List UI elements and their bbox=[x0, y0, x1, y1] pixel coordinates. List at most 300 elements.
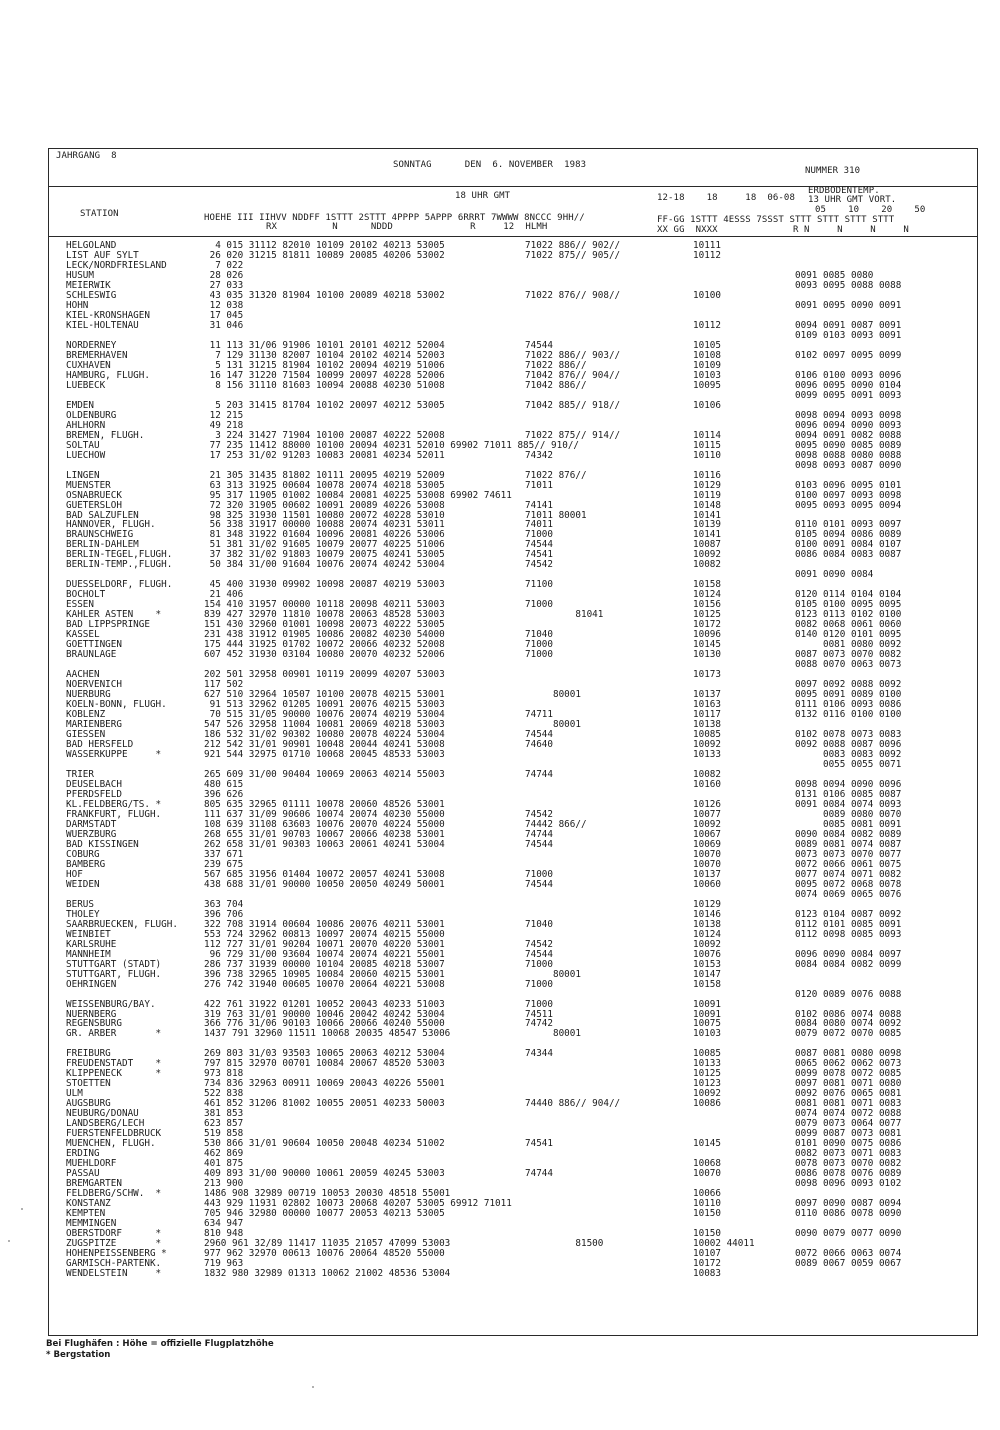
station-name: HOHN bbox=[66, 299, 89, 311]
max-min-groups: 10086 bbox=[693, 1098, 721, 1110]
synop-groups: 265 609 31/00 90404 10069 20063 40214 55003 bbox=[204, 768, 445, 780]
synop-groups: 5 203 31415 81704 10102 20097 40212 53005 bbox=[204, 399, 445, 411]
soil-temp-groups: 0098 0093 0087 0090 bbox=[795, 459, 902, 471]
synop-groups: 401 875 bbox=[204, 1158, 244, 1170]
weather-groups: 74744 bbox=[525, 828, 553, 840]
soil-temp-groups: 0112 0098 0085 0093 bbox=[795, 928, 902, 940]
station-name: LECK/NORDFRIESLAND bbox=[66, 260, 167, 271]
synop-groups: 231 438 31912 01905 10086 20082 40230 54000 bbox=[204, 629, 445, 641]
soil-temp-groups: 0086 0084 0083 0087 bbox=[795, 549, 902, 561]
synop-groups: 72 320 31905 00602 10091 20089 40226 53008 bbox=[204, 499, 445, 511]
station-name: NOERVENICH bbox=[66, 679, 122, 691]
synop-groups: 567 685 31956 01404 10072 20057 40241 53008 bbox=[204, 868, 445, 880]
station-name: KARLSRUHE bbox=[66, 938, 117, 950]
synop-groups: 409 893 31/00 90000 10061 20059 40245 53003 bbox=[204, 1168, 445, 1180]
synop-groups: 108 639 31108 63603 10076 20070 40224 55000 bbox=[204, 818, 445, 830]
max-min-groups: 10112 bbox=[693, 319, 721, 331]
gmt18-heading: 18 UHR GMT bbox=[455, 191, 511, 201]
weather-groups: 74544 bbox=[525, 729, 553, 740]
soil-temp-groups: 0090 0084 0082 0089 bbox=[795, 828, 902, 840]
synop-groups: 607 452 31930 03104 10080 20070 40232 52006 bbox=[204, 649, 445, 661]
station-name: BAD KISSINGEN bbox=[66, 838, 139, 850]
soil-temp-groups: 0079 0073 0064 0077 bbox=[795, 1118, 902, 1130]
station-name: ESSEN bbox=[66, 599, 94, 611]
max-min-groups: 10060 bbox=[693, 878, 721, 890]
max-min-groups: 10092 bbox=[693, 739, 721, 750]
max-min-groups: 10115 bbox=[693, 439, 721, 451]
station-name: MUEHLDORF bbox=[66, 1158, 117, 1170]
synop-groups: 117 502 bbox=[204, 679, 244, 691]
soil-temp-groups: 0081 0081 0071 0083 bbox=[795, 1098, 902, 1110]
synop-groups: 4 015 31112 82010 10109 20102 40213 53005 bbox=[204, 240, 445, 251]
station-name: EMDEN bbox=[66, 399, 94, 411]
soil-temp-groups: 0132 0116 0100 0100 bbox=[795, 709, 902, 721]
max-min-groups: 10129 bbox=[693, 898, 721, 910]
station-name: KAHLER ASTEN * bbox=[66, 609, 162, 621]
max-min-groups: 10075 bbox=[693, 1018, 721, 1030]
soil-temp-groups: 0106 0100 0093 0096 bbox=[795, 369, 902, 381]
soil-temp-groups: 0095 0093 0095 0094 bbox=[795, 499, 902, 511]
weather-groups: 71042 886// bbox=[525, 379, 587, 391]
soil-temp-groups: 0102 0086 0074 0088 bbox=[795, 1008, 902, 1020]
soil-temp-groups: 0065 0062 0062 0073 bbox=[795, 1058, 902, 1070]
soil-temp-groups: 0096 0094 0090 0093 bbox=[795, 419, 902, 431]
max-min-groups: 10119 bbox=[693, 489, 721, 501]
max-min-groups: 10091 bbox=[693, 998, 721, 1010]
soil-temp-groups: 0105 0100 0095 0095 bbox=[795, 599, 902, 611]
station-name: FREUDENSTADT * bbox=[66, 1058, 162, 1070]
synop-groups: 31 046 bbox=[204, 319, 244, 331]
max-min-groups: 10110 bbox=[693, 1198, 721, 1210]
station-name: BAD SALZUFLEN bbox=[66, 509, 139, 521]
max-min-groups: 10133 bbox=[693, 1058, 721, 1070]
weather-groups: 74544 bbox=[525, 838, 553, 850]
synop-groups: 396 738 32965 10905 10084 20060 40215 53001 bbox=[204, 968, 445, 980]
header-divider-bottom bbox=[48, 236, 978, 237]
synop-groups: 977 962 32970 00613 10076 20064 48520 55000 bbox=[204, 1248, 445, 1259]
soil-temp-groups: 0094 0091 0082 0088 bbox=[795, 429, 902, 441]
synop-groups: 839 427 32970 11810 10078 20063 48528 53003 bbox=[204, 609, 445, 621]
max-min-groups: 10153 bbox=[693, 958, 721, 970]
station-name: GARMISCH-PARTENK. bbox=[66, 1258, 162, 1269]
max-min-groups: 10091 bbox=[693, 1008, 721, 1020]
max-min-groups: 10111 bbox=[693, 240, 721, 251]
soil-temp-groups: 0089 0080 0070 bbox=[795, 808, 902, 820]
soil-temp-groups: 0099 0087 0073 0081 bbox=[795, 1128, 902, 1140]
station-name: TRIER bbox=[66, 768, 94, 780]
synop-groups: 810 948 bbox=[204, 1228, 244, 1239]
weather-groups: 74544 bbox=[525, 948, 553, 960]
soil-temp-groups: 0087 0073 0070 0082 bbox=[795, 649, 902, 661]
station-name: BREMERHAVEN bbox=[66, 349, 128, 361]
max-min-groups: 10130 bbox=[693, 649, 721, 661]
footnote-mountain: * Bergstation bbox=[46, 1350, 111, 1360]
max-min-groups: 10067 bbox=[693, 828, 721, 840]
station-name: COBURG bbox=[66, 848, 100, 860]
max-min-groups: 10125 bbox=[693, 1068, 721, 1080]
synop-groups: 239 675 bbox=[204, 858, 244, 870]
synop-groups: 805 635 32965 01111 10078 20060 48526 53001 bbox=[204, 798, 445, 810]
synop-groups: 522 838 bbox=[204, 1088, 244, 1100]
station-name: WENDELSTEIN * bbox=[66, 1267, 162, 1279]
max-min-groups: 10077 bbox=[693, 808, 721, 820]
weather-groups: 74141 bbox=[525, 499, 553, 511]
columns-subheading-ff: XX GG NXXX bbox=[657, 225, 718, 235]
synop-groups: 12 038 bbox=[204, 299, 244, 311]
max-min-groups: 10158 bbox=[693, 978, 721, 990]
synop-groups: 519 858 bbox=[204, 1128, 244, 1140]
max-min-groups: 10158 bbox=[693, 579, 721, 591]
synop-groups: 186 532 31/02 90302 10080 20078 40224 53004 bbox=[204, 729, 445, 740]
soil-temp-groups: 0103 0096 0095 0101 bbox=[795, 479, 902, 491]
station-name: GOETTINGEN bbox=[66, 639, 122, 651]
soil-temp-groups: 0120 0089 0076 0088 bbox=[795, 988, 902, 1000]
station-name: OSNABRUECK bbox=[66, 489, 122, 501]
synop-groups: 480 615 bbox=[204, 778, 244, 790]
synop-groups: 366 776 31/06 90103 10066 20066 40240 55000 bbox=[204, 1018, 445, 1030]
soil-temp-groups: 0120 0114 0104 0104 bbox=[795, 589, 902, 601]
soil-temp-groups: 0072 0066 0063 0074 bbox=[795, 1248, 902, 1259]
weather-groups: 74542 bbox=[525, 808, 553, 820]
synop-groups: 26 020 31215 81811 10089 20085 40206 53002 bbox=[204, 250, 445, 261]
weather-groups: 74011 bbox=[525, 519, 553, 531]
max-min-groups: 10002 44011 bbox=[693, 1238, 755, 1249]
max-min-groups: 10123 bbox=[693, 1078, 721, 1090]
weather-groups: 81500 bbox=[525, 1238, 604, 1249]
station-name: FRANKFURT, FLUGH. bbox=[66, 808, 162, 820]
station-name: SAARBRUECKEN, FLUGH. bbox=[66, 918, 178, 930]
soil-temp-groups: 0084 0084 0082 0099 bbox=[795, 958, 902, 970]
synop-groups: 438 688 31/01 90000 10050 20050 40249 50001 bbox=[204, 878, 445, 890]
synop-groups: 462 869 bbox=[204, 1148, 244, 1160]
weather-groups: 71022 876// 908// bbox=[525, 289, 621, 301]
synop-groups: 634 947 bbox=[204, 1218, 244, 1229]
weather-groups: 74640 bbox=[525, 739, 553, 750]
max-min-groups: 10141 bbox=[693, 529, 721, 541]
station-name: BREMGARTEN bbox=[66, 1178, 122, 1190]
station-name: BRAUNLAGE bbox=[66, 649, 117, 661]
soil-temp-groups: 0102 0078 0073 0083 bbox=[795, 729, 902, 740]
station-heading: STATION bbox=[80, 209, 119, 219]
soil-temp-groups: 0099 0095 0091 0093 bbox=[795, 389, 902, 401]
synop-groups: 973 818 bbox=[204, 1068, 244, 1080]
max-min-groups: 10126 bbox=[693, 798, 721, 810]
weather-groups: 80001 bbox=[525, 719, 581, 730]
weather-groups: 71040 bbox=[525, 629, 553, 641]
station-name: CUXHAVEN bbox=[66, 359, 111, 371]
weather-groups: 71022 886// 902// bbox=[525, 240, 621, 251]
station-name: FELDBERG/SCHW. * bbox=[66, 1188, 162, 1200]
soil-temp-groups: 0105 0094 0086 0089 bbox=[795, 529, 902, 541]
station-name: KIEL-KRONSHAGEN bbox=[66, 309, 150, 321]
weather-groups: 74744 bbox=[525, 1168, 553, 1180]
synop-groups: 7 129 31130 82007 10104 20102 40214 52003 bbox=[204, 349, 445, 361]
max-min-groups: 10096 bbox=[693, 629, 721, 641]
soil-temp-groups: 0074 0074 0072 0088 bbox=[795, 1108, 902, 1120]
soil-temp-groups: 0123 0113 0102 0100 bbox=[795, 609, 902, 621]
synop-groups: 797 815 32970 00701 10084 20067 48520 53003 bbox=[204, 1058, 445, 1070]
soil-temp-groups: 0072 0066 0061 0075 bbox=[795, 858, 902, 870]
station-name: HOHENPEISSENBERG * bbox=[66, 1248, 167, 1259]
weather-groups: 74542 bbox=[525, 938, 553, 950]
weather-groups: 74544 bbox=[525, 339, 553, 351]
soil-temp-groups: 0102 0097 0095 0099 bbox=[795, 349, 902, 361]
synop-groups: 212 542 31/01 90901 10048 20044 40241 53008 bbox=[204, 739, 445, 750]
weather-groups: 71042 885// 918// bbox=[525, 399, 621, 411]
synop-groups: 422 761 31922 01201 10052 20043 40233 51003 bbox=[204, 998, 445, 1010]
soil-temp-groups: 0098 0096 0093 0102 bbox=[795, 1178, 902, 1190]
weather-groups: 71100 bbox=[525, 579, 553, 591]
synop-groups: 381 853 bbox=[204, 1108, 244, 1120]
erdboden-subheading: 13 UHR GMT VORT. bbox=[808, 195, 897, 205]
synop-groups: 276 742 31940 00605 10070 20064 40221 53008 bbox=[204, 978, 445, 990]
station-name: KLIPPENECK * bbox=[66, 1068, 162, 1080]
soil-temp-groups: 0078 0073 0070 0082 bbox=[795, 1158, 902, 1170]
station-name: SOLTAU bbox=[66, 439, 100, 451]
max-min-groups: 10141 bbox=[693, 509, 721, 521]
weather-groups: 71022 876// bbox=[525, 469, 587, 481]
station-name: STUTTGART, FLUGH. bbox=[66, 968, 162, 980]
station-name: KOBLENZ bbox=[66, 709, 106, 721]
max-min-groups: 10125 bbox=[693, 609, 721, 621]
weather-groups: 71000 bbox=[525, 639, 553, 651]
synop-groups: 202 501 32958 00901 10119 20099 40207 53003 bbox=[204, 669, 445, 681]
max-min-groups: 10146 bbox=[693, 908, 721, 920]
weather-groups: 71000 bbox=[525, 649, 553, 661]
soil-temp-groups: 0101 0090 0075 0086 bbox=[795, 1138, 902, 1150]
station-name: HUSUM bbox=[66, 269, 94, 281]
station-name: ERDING bbox=[66, 1148, 100, 1160]
synop-groups: 547 526 32958 11004 10081 20069 40218 53003 bbox=[204, 719, 445, 730]
soil-temp-groups: 0098 0094 0090 0096 bbox=[795, 778, 902, 790]
station-name: REGENSBURG bbox=[66, 1018, 122, 1030]
station-name: WUERZBURG bbox=[66, 828, 117, 840]
max-min-groups: 10129 bbox=[693, 479, 721, 491]
soil-temp-groups: 0131 0106 0085 0087 bbox=[795, 788, 902, 800]
station-name: OLDENBURG bbox=[66, 409, 117, 421]
station-name: HAMBURG, FLUGH. bbox=[66, 369, 150, 381]
station-name: MUENSTER bbox=[66, 479, 111, 491]
synop-groups: 319 763 31/01 90000 10046 20042 40242 53004 bbox=[204, 1008, 445, 1020]
station-name: BREMEN, FLUGH. bbox=[66, 429, 145, 441]
station-name: KOELN-BONN, FLUGH. bbox=[66, 699, 167, 711]
station-name: STOETTEN bbox=[66, 1078, 111, 1090]
synop-groups: 96 729 31/00 93604 10074 20074 40221 55001 bbox=[204, 948, 445, 960]
max-min-groups: 10076 bbox=[693, 948, 721, 960]
soil-temp-groups: 0096 0090 0084 0097 bbox=[795, 948, 902, 960]
station-name: NORDERNEY bbox=[66, 339, 117, 351]
synop-groups: 17 253 31/02 91203 10083 20081 40234 52011 bbox=[204, 449, 445, 461]
max-min-groups: 10133 bbox=[693, 749, 721, 760]
columns-subheading-main: RX N NDDD R 12 HLMH bbox=[266, 222, 548, 232]
columns-heading-right: FF-GG 1STTT 4ESSS 7SSST STTT STTT STTT STTT bbox=[657, 215, 895, 225]
soil-temp-groups: 0090 0079 0077 0090 bbox=[795, 1228, 902, 1239]
station-name: DARMSTADT bbox=[66, 818, 117, 830]
station-name: LIST AUF SYLT bbox=[66, 250, 139, 261]
max-min-groups: 10124 bbox=[693, 928, 721, 940]
weather-groups: 74542 bbox=[525, 559, 553, 571]
soil-temp-groups: 0091 0095 0090 0091 bbox=[795, 299, 902, 311]
weather-groups: 71000 bbox=[525, 998, 553, 1010]
synop-groups: 705 946 32980 00000 10077 20053 40213 53005 bbox=[204, 1208, 445, 1220]
soil-temp-groups: 0082 0068 0061 0060 bbox=[795, 619, 902, 631]
synop-groups: 3 224 31427 71904 10100 20087 40222 52008 bbox=[204, 429, 445, 441]
soil-temp-groups: 0097 0092 0088 0092 bbox=[795, 679, 902, 691]
station-name: NUERNBERG bbox=[66, 1008, 117, 1020]
nummer-label: NUMMER 310 bbox=[805, 166, 861, 176]
max-min-groups: 10172 bbox=[693, 619, 721, 631]
weather-groups: 74541 bbox=[525, 549, 553, 561]
soil-temp-groups: 0123 0104 0087 0092 bbox=[795, 908, 902, 920]
station-name: PASSAU bbox=[66, 1168, 100, 1180]
synop-groups: 623 857 bbox=[204, 1118, 244, 1130]
station-name: WEIDEN bbox=[66, 878, 100, 890]
max-min-groups: 10163 bbox=[693, 699, 721, 711]
synop-groups: 530 866 31/01 90604 10050 20048 40234 51002 bbox=[204, 1138, 445, 1150]
weather-groups: 71022 886// bbox=[525, 359, 587, 371]
weather-groups: 74344 bbox=[525, 1048, 553, 1060]
station-name: KEMPTEN bbox=[66, 1208, 106, 1220]
synop-groups: 21 406 bbox=[204, 589, 244, 601]
scan-speck bbox=[8, 1240, 10, 1242]
synop-groups: 45 400 31930 09902 10098 20087 40219 53003 bbox=[204, 579, 445, 591]
synop-groups: 50 384 31/00 91604 10076 20074 40242 53004 bbox=[204, 559, 445, 571]
station-name: NUERBURG bbox=[66, 689, 111, 701]
max-min-groups: 10070 bbox=[693, 848, 721, 860]
station-name: LUECHOW bbox=[66, 449, 106, 461]
synop-groups: 98 325 31930 11501 10080 20072 40228 53010 bbox=[204, 509, 445, 521]
station-name: LUEBECK bbox=[66, 379, 106, 391]
soil-temp-groups: 0092 0088 0087 0096 bbox=[795, 739, 902, 750]
synop-groups: 396 706 bbox=[204, 908, 244, 920]
soil-temp-groups: 0084 0080 0074 0092 bbox=[795, 1018, 902, 1030]
weather-groups: 71000 bbox=[525, 978, 553, 990]
synop-groups: 17 045 bbox=[204, 309, 244, 321]
soil-temp-groups: 0110 0101 0093 0097 bbox=[795, 519, 902, 531]
soil-temp-groups: 0089 0067 0059 0067 bbox=[795, 1258, 902, 1269]
max-min-groups: 10085 bbox=[693, 729, 721, 740]
max-min-groups: 10138 bbox=[693, 719, 721, 730]
synop-groups: 322 708 31914 00604 10086 20076 40211 53001 bbox=[204, 918, 445, 930]
station-name: BAD LIPPSPRINGE bbox=[66, 619, 150, 631]
soil-temp-groups: 0081 0080 0092 bbox=[795, 639, 902, 651]
columns-heading-main: HOEHE III IIHVV NDDFF 1STTT 2STTT 4PPPP 5APPP 6RRRT 7WWWW 8NCCC 9HH// bbox=[204, 213, 585, 223]
synop-groups: 268 655 31/01 90703 10067 20066 40238 53001 bbox=[204, 828, 445, 840]
synop-groups: 734 836 32963 00911 10069 20043 40226 55001 bbox=[204, 1078, 445, 1090]
max-min-groups: 10109 bbox=[693, 359, 721, 371]
soil-temp-groups: 0140 0120 0101 0095 bbox=[795, 629, 902, 641]
synop-groups: 363 704 bbox=[204, 898, 244, 910]
max-min-groups: 10070 bbox=[693, 1168, 721, 1180]
synop-groups: 27 033 bbox=[204, 279, 244, 291]
columns-subheading-depth: R N N N N bbox=[793, 225, 909, 235]
synop-groups: 111 637 31/09 90606 10074 20074 40230 55000 bbox=[204, 808, 445, 820]
soil-temp-groups: 0083 0083 0092 bbox=[795, 749, 902, 760]
soil-temp-groups: 0095 0072 0068 0078 bbox=[795, 878, 902, 890]
soil-temp-groups: 0099 0078 0072 0085 bbox=[795, 1068, 902, 1080]
synop-groups: 337 671 bbox=[204, 848, 244, 860]
max-min-groups: 10092 bbox=[693, 818, 721, 830]
max-min-groups: 10105 bbox=[693, 339, 721, 351]
synop-groups: 921 544 32975 01710 10068 20045 48533 53003 bbox=[204, 749, 445, 760]
soil-temp-groups: 0096 0095 0090 0104 bbox=[795, 379, 902, 391]
station-name: FUERSTENFELDBRUCK bbox=[66, 1128, 162, 1140]
station-name: NEUBURG/DONAU bbox=[66, 1108, 139, 1120]
jahrgang-label: JAHRGANG 8 bbox=[56, 151, 117, 161]
soil-temp-groups: 0085 0081 0091 bbox=[795, 818, 902, 830]
soil-temp-groups: 0091 0090 0084 bbox=[795, 569, 874, 581]
station-name: HOF bbox=[66, 868, 83, 880]
station-name: STUTTGART (STADT) bbox=[66, 958, 162, 970]
max-min-groups: 10095 bbox=[693, 379, 721, 391]
weather-groups: 74544 bbox=[525, 878, 553, 890]
station-name: MUENCHEN, FLUGH. bbox=[66, 1138, 156, 1150]
scan-speck bbox=[312, 1386, 314, 1388]
max-min-groups: 10156 bbox=[693, 599, 721, 611]
synop-groups: 81 348 31922 01604 10096 20081 40226 53006 bbox=[204, 529, 445, 541]
weather-groups: 80001 bbox=[525, 1028, 581, 1040]
max-min-groups: 10103 bbox=[693, 1028, 721, 1040]
station-name: GUETERSLOH bbox=[66, 499, 122, 511]
synop-groups: 43 035 31320 81904 10100 20089 40218 53002 bbox=[204, 289, 445, 301]
soil-temp-groups: 0097 0090 0087 0094 bbox=[795, 1198, 902, 1210]
station-name: WEISSENBURG/BAY. bbox=[66, 998, 156, 1010]
synop-groups: 37 382 31/02 91803 10079 20075 40241 53005 bbox=[204, 549, 445, 561]
max-min-groups: 10138 bbox=[693, 918, 721, 930]
weather-groups: 80001 bbox=[525, 689, 581, 701]
max-min-groups: 10092 bbox=[693, 938, 721, 950]
synop-groups: 12 215 bbox=[204, 409, 244, 421]
max-min-groups: 10106 bbox=[693, 399, 721, 411]
station-name: BERLIN-TEMP.,FLUGH. bbox=[66, 559, 173, 571]
station-name: BERLIN-TEGEL,FLUGH. bbox=[66, 549, 173, 561]
max-min-groups: 10137 bbox=[693, 689, 721, 701]
max-min-groups: 10092 bbox=[693, 549, 721, 561]
max-min-groups: 10092 bbox=[693, 1088, 721, 1100]
station-name: KL.FELDBERG/TS. * bbox=[66, 798, 162, 810]
max-min-groups: 10112 bbox=[693, 250, 721, 261]
synop-groups: 213 900 bbox=[204, 1178, 244, 1190]
synop-groups: 91 513 32962 01205 10091 20076 40215 53003 bbox=[204, 699, 445, 711]
synop-groups: 269 803 31/03 93503 10065 20063 40212 53004 bbox=[204, 1048, 445, 1060]
station-name: SCHLESWIG bbox=[66, 289, 117, 301]
synop-groups: 553 724 32962 00813 10097 20074 40215 55000 bbox=[204, 928, 445, 940]
weather-groups: 74744 bbox=[525, 768, 553, 780]
soil-temp-groups: 0073 0073 0070 0077 bbox=[795, 848, 902, 860]
soil-temp-groups: 0074 0069 0065 0076 bbox=[795, 888, 902, 900]
station-name: BERUS bbox=[66, 898, 94, 910]
soil-temp-groups: 0055 0055 0071 bbox=[795, 759, 902, 770]
weather-groups: 71000 bbox=[525, 868, 553, 880]
station-name: WASSERKUPPE * bbox=[66, 749, 162, 760]
soil-temp-groups: 0095 0091 0089 0100 bbox=[795, 689, 902, 701]
weather-groups: 74541 bbox=[525, 1138, 553, 1150]
station-name: HELGOLAND bbox=[66, 240, 117, 251]
max-min-groups: 10148 bbox=[693, 499, 721, 511]
synop-groups: 443 929 11931 02802 10073 20068 40207 53005 69912 71011 bbox=[204, 1198, 512, 1210]
station-name: AUGSBURG bbox=[66, 1098, 111, 1110]
max-min-groups: 10069 bbox=[693, 838, 721, 850]
soil-temp-groups: 0087 0081 0080 0098 bbox=[795, 1048, 902, 1060]
soil-temp-groups: 0088 0070 0063 0073 bbox=[795, 659, 902, 671]
weather-groups: 80001 bbox=[525, 968, 581, 980]
synop-groups: 1832 980 32989 01313 10062 21002 48536 53004 bbox=[204, 1267, 451, 1279]
station-name: GIESSEN bbox=[66, 729, 106, 740]
max-min-groups: 10150 bbox=[693, 1208, 721, 1220]
max-min-groups: 10172 bbox=[693, 1258, 721, 1269]
station-name: MANNHEIM bbox=[66, 948, 111, 960]
station-name: KASSEL bbox=[66, 629, 100, 641]
